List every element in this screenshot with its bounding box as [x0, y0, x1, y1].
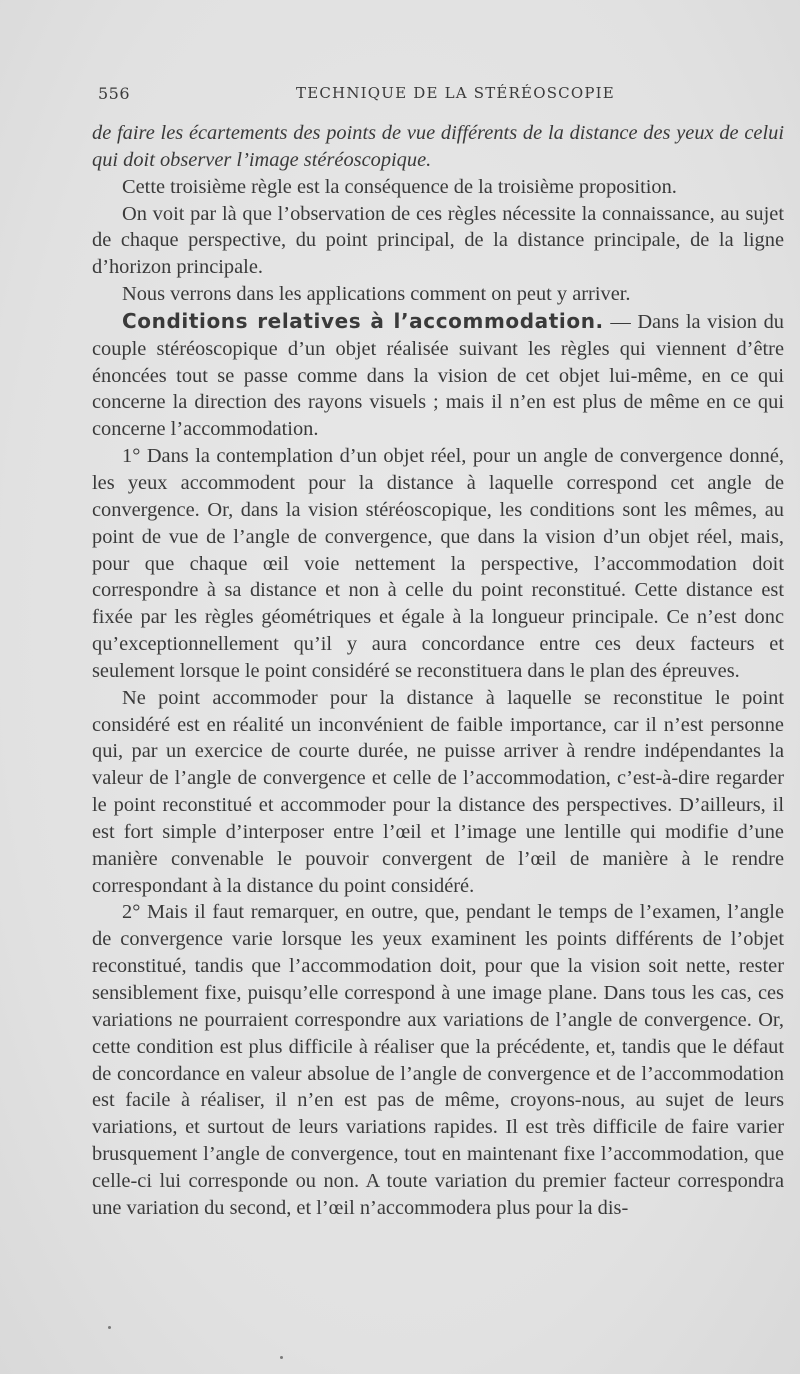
section-text: — Dans la vision du couple stéréoscopique d’un objet réalisée suivant les règles qui viennent d’être énoncées tout se passe comme dans la vision de cet objet lui-même, en ce qui concerne la direction des rayons visuels ; mais il n’en est plus de même en ce qui concerne l’accommodation. [92, 310, 784, 441]
section-paragraph [92, 308, 784, 443]
paragraph: Nous verrons dans les applications comment on peut y arriver. [122, 283, 631, 306]
paragraph: 1° Dans la contemplation d’un objet réel, pour un angle de convergence donné, les yeux accommodent pour la distance à laquelle correspond cet angle de convergence. Or, dans la vision stéréoscopique, les conditions sont les mêmes, au point de vue de l’angle de convergence, que dans la vision d’un objet réel, mais, pour que chaque œil voie nettement la perspective, l’accommodation doit correspondre à sa distance et non à celle du point reconstitué. Cette distance est fixée par les règles géométriques et égale à la longueur principale. Ce n’est donc qu’exceptionnellement qu’il y aura concordance entre ces deux facteurs et seulement lorsque le point considéré se reconstituera dans le plan des épreuves. [92, 445, 784, 682]
paragraph-continuation: de faire les écartements des points de vue différents de la distance des yeux de celui qui doit observer l’image stéréoscopique. [92, 122, 784, 171]
paragraph: Cette troisième règle est la conséquence de la troisième proposition. [122, 175, 677, 198]
page-number: 556 [98, 84, 131, 103]
section-heading: Conditions relatives à l’accommodation. [122, 308, 604, 333]
paper-speck [280, 1356, 283, 1359]
paragraph: On voit par là que l’observation de ces règles nécessite la connaissance, au sujet de chaque perspective, du point principal, de la distance principale, de la ligne d’horizon principale. [92, 202, 784, 279]
paragraph: Ne point accommoder pour la distance à laquelle se reconstitue le point considéré est en réalité un inconvénient de faible importance, car il n’est personne qui, par un exercice de courte durée, ne puisse arriver à rendre indépendantes la valeur de l’angle de convergence et celle de l’accommodation, c’est-à-dire regarder le point reconstitué et accommoder pour la distance des perspectives. D’ailleurs, il est fort simple d’interposer entre l’œil et l’image une lentille qui modifie d’une manière convenable le pouvoir convergent de l’œil de manière à le rendre correspondant à la distance du point considéré. [92, 686, 784, 897]
page-header [92, 84, 782, 110]
page-body [92, 120, 784, 1222]
running-title: TECHNIQUE DE LA STÉRÉOSCOPIE [296, 84, 615, 102]
paper-speck [108, 1326, 111, 1329]
paragraph: 2° Mais il faut remarquer, en outre, que, pendant le temps de l’examen, l’angle de convergence varie lorsque les yeux examinent les points différents de l’objet reconstitué, tandis que l’accommodation doit, pour que la vision soit nette, rester sensiblement fixe, puisqu’elle correspond à une image plane. Dans tous les cas, ces variations ne pourraient correspondre aux variations de l’angle de convergence. Or, cette condition est plus difficile à réaliser que la précédente, et, tandis que le défaut de concordance en valeur absolue de l’angle de convergence et de l’accommodation est facile à réaliser, il n’en est pas de même, croyons-nous, au sujet de leurs variations, et surtout de leurs variations rapides. Il est très difficile de faire varier brusquement l’angle de convergence, tout en maintenant fixe l’accommodation, que celle-ci lui corresponde ou non. A toute variation du premier facteur correspondra une variation du second, et l’œil n’accommodera plus pour la dis- [92, 901, 784, 1219]
